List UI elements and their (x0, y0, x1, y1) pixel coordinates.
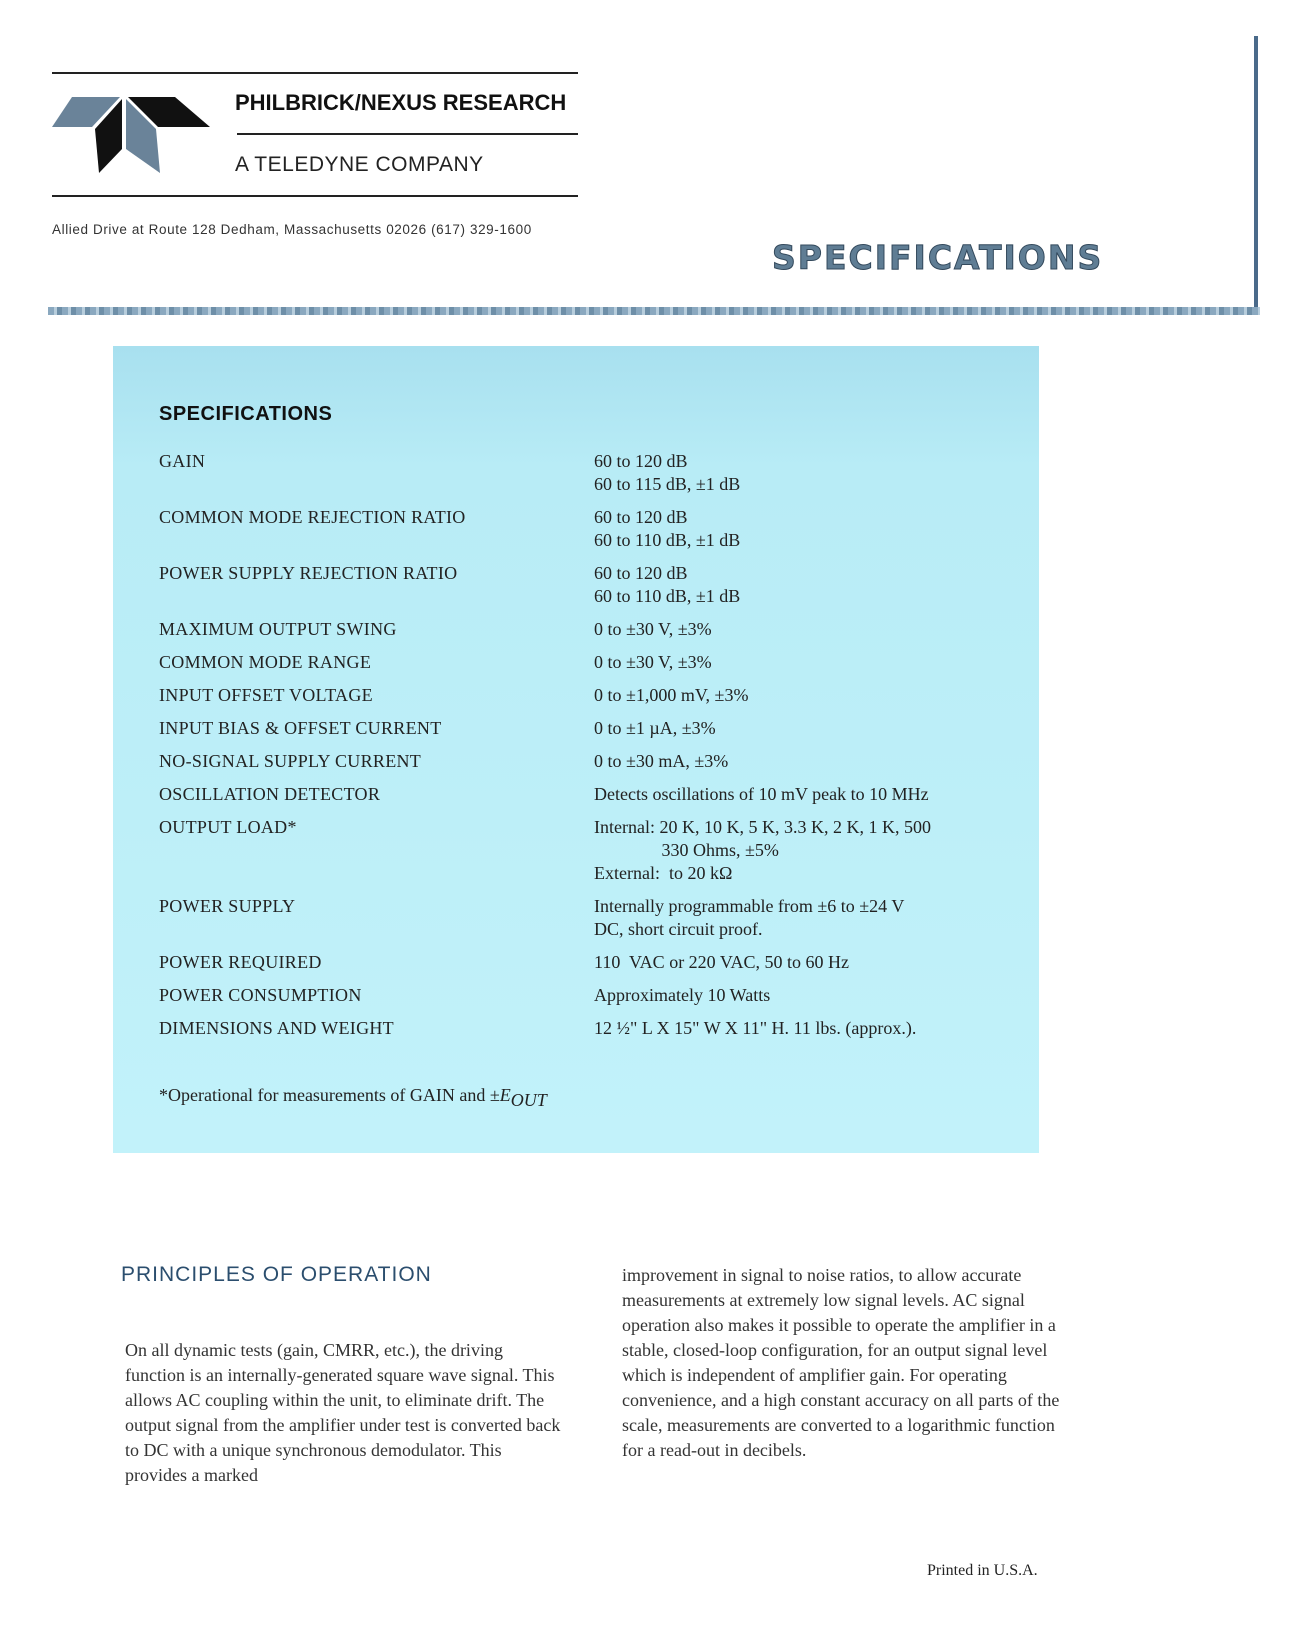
spec-label: NO-SIGNAL SUPPLY CURRENT (159, 751, 422, 771)
spec-row (159, 506, 1019, 552)
spec-label: COMMON MODE RANGE (159, 652, 372, 672)
spec-value (594, 651, 712, 674)
spec-value-line: 60 to 110 dB, ±1 dB (594, 530, 741, 550)
spec-label: GAIN (159, 451, 206, 471)
spec-row (159, 984, 1019, 1007)
spec-value-line: 60 to 115 dB, ±1 dB (594, 474, 741, 494)
spec-value (594, 895, 904, 941)
spec-value (594, 816, 931, 885)
spec-label: POWER SUPPLY REJECTION RATIO (159, 563, 458, 583)
spec-label: DIMENSIONS AND WEIGHT (159, 1018, 394, 1038)
spec-label: POWER CONSUMPTION (159, 985, 362, 1005)
footnote-subscript: OUT (510, 1089, 547, 1110)
spec-row (159, 750, 1019, 773)
spec-value-line: 0 to ±30 V, ±3% (594, 619, 712, 639)
spec-label: INPUT BIAS & OFFSET CURRENT (159, 718, 442, 738)
teledyne-logo-icon (52, 97, 210, 175)
spec-value-line: 0 to ±1,000 mV, ±3% (594, 685, 749, 705)
margin-rule (1254, 36, 1258, 314)
spec-row (159, 816, 1019, 885)
spec-value-line: 0 to ±1 µA, ±3% (594, 718, 716, 738)
spec-row (159, 951, 1019, 974)
spec-row (159, 1017, 1019, 1040)
spec-label: OUTPUT LOAD* (159, 817, 297, 837)
principles-column-2: improvement in signal to noise ratios, to allow accurate measurements at extremely low signal levels. AC signal operation also makes it possible to operate the amplifier in a stable, closed-loop configuration, for an output signal level which is independent of amplifier gain. For operating convenience, and a high constant accuracy on all parts of the scale, measurements are converted to a logarithmic function for a read-out in decibels. (622, 1265, 1060, 1460)
spec-value-line: DC, short circuit proof. (594, 919, 763, 939)
spec-value (594, 717, 716, 740)
spec-value-line: 330 Ohms, ±5% (594, 840, 779, 860)
company-name: PHILBRICK/NEXUS RESEARCH (235, 90, 567, 115)
spec-value (594, 684, 748, 707)
spec-value-line: 60 to 120 dB (594, 451, 688, 471)
company-tagline: A TELEDYNE COMPANY (235, 153, 484, 176)
spec-row (159, 717, 1019, 740)
page-title: SPECIFICATIONS (772, 238, 1104, 277)
company-address: Allied Drive at Route 128 Dedham, Massachusetts 02026 (617) 329-1600 (52, 222, 532, 237)
spec-value-line: 0 to ±30 V, ±3% (594, 652, 712, 672)
spec-value-line: 0 to ±30 mA, ±3% (594, 751, 729, 771)
spec-row (159, 618, 1019, 641)
spec-value-line: 60 to 120 dB (594, 507, 688, 527)
spec-value (594, 984, 770, 1007)
spec-row (159, 450, 1019, 496)
spec-label: OSCILLATION DETECTOR (159, 784, 381, 804)
spec-row (159, 651, 1019, 674)
spec-value-line: Internally programmable from ±6 to ±24 V (594, 896, 905, 916)
spec-row (159, 684, 1019, 707)
spec-label: POWER SUPPLY (159, 896, 296, 916)
principles-heading: PRINCIPLES OF OPERATION (121, 1263, 432, 1286)
header-rule-top (52, 72, 578, 74)
spec-value (594, 562, 740, 608)
spec-value-line: 12 ½" L X 15" W X 11" H. 11 lbs. (approx.). (594, 1018, 917, 1038)
spec-row (159, 895, 1019, 941)
spec-value (594, 618, 712, 641)
header-rule-bottom (52, 195, 578, 197)
spec-row (159, 783, 1019, 806)
spec-value (594, 506, 740, 552)
spec-value-line: Detects oscillations of 10 mV peak to 10 MHz (594, 784, 929, 804)
spec-value-line: Internal: 20 K, 10 K, 5 K, 3.3 K, 2 K, 1 K, 500 (594, 817, 931, 837)
spec-value (594, 1017, 916, 1040)
spec-value (594, 750, 728, 773)
spec-label: MAXIMUM OUTPUT SWING (159, 619, 397, 639)
specifications-heading: SPECIFICATIONS (159, 403, 333, 425)
spec-label: POWER REQUIRED (159, 952, 322, 972)
spec-value (594, 783, 929, 806)
specifications-table (159, 450, 1019, 1050)
spec-value (594, 951, 849, 974)
principles-column-1: On all dynamic tests (gain, CMRR, etc.), the driving function is an internally-generated square wave signal. This allows AC coupling within the unit, to eliminate drift. The output signal from the amplifier under test is converted back to DC with a unique synchronous demodulator. This provides a marked (125, 1340, 561, 1485)
spec-value-line: Approximately 10 Watts (594, 985, 771, 1005)
header-band (48, 307, 1260, 315)
spec-value (594, 450, 740, 496)
footnote-text: *Operational for measurements of GAIN and ± (159, 1085, 500, 1105)
spec-label: COMMON MODE REJECTION RATIO (159, 507, 466, 527)
spec-label: INPUT OFFSET VOLTAGE (159, 685, 373, 705)
spec-value-line: 60 to 110 dB, ±1 dB (594, 586, 741, 606)
spec-value-line: 60 to 120 dB (594, 563, 688, 583)
spec-row (159, 562, 1019, 608)
specifications-footnote (159, 1085, 547, 1111)
footnote-symbol: E (499, 1085, 511, 1105)
printed-in-usa: Printed in U.S.A. (927, 1562, 1038, 1579)
spec-value-line: 110 VAC or 220 VAC, 50 to 60 Hz (594, 952, 850, 972)
spec-value-line: External: to 20 kΩ (594, 863, 733, 883)
header-rule-middle (237, 133, 578, 135)
